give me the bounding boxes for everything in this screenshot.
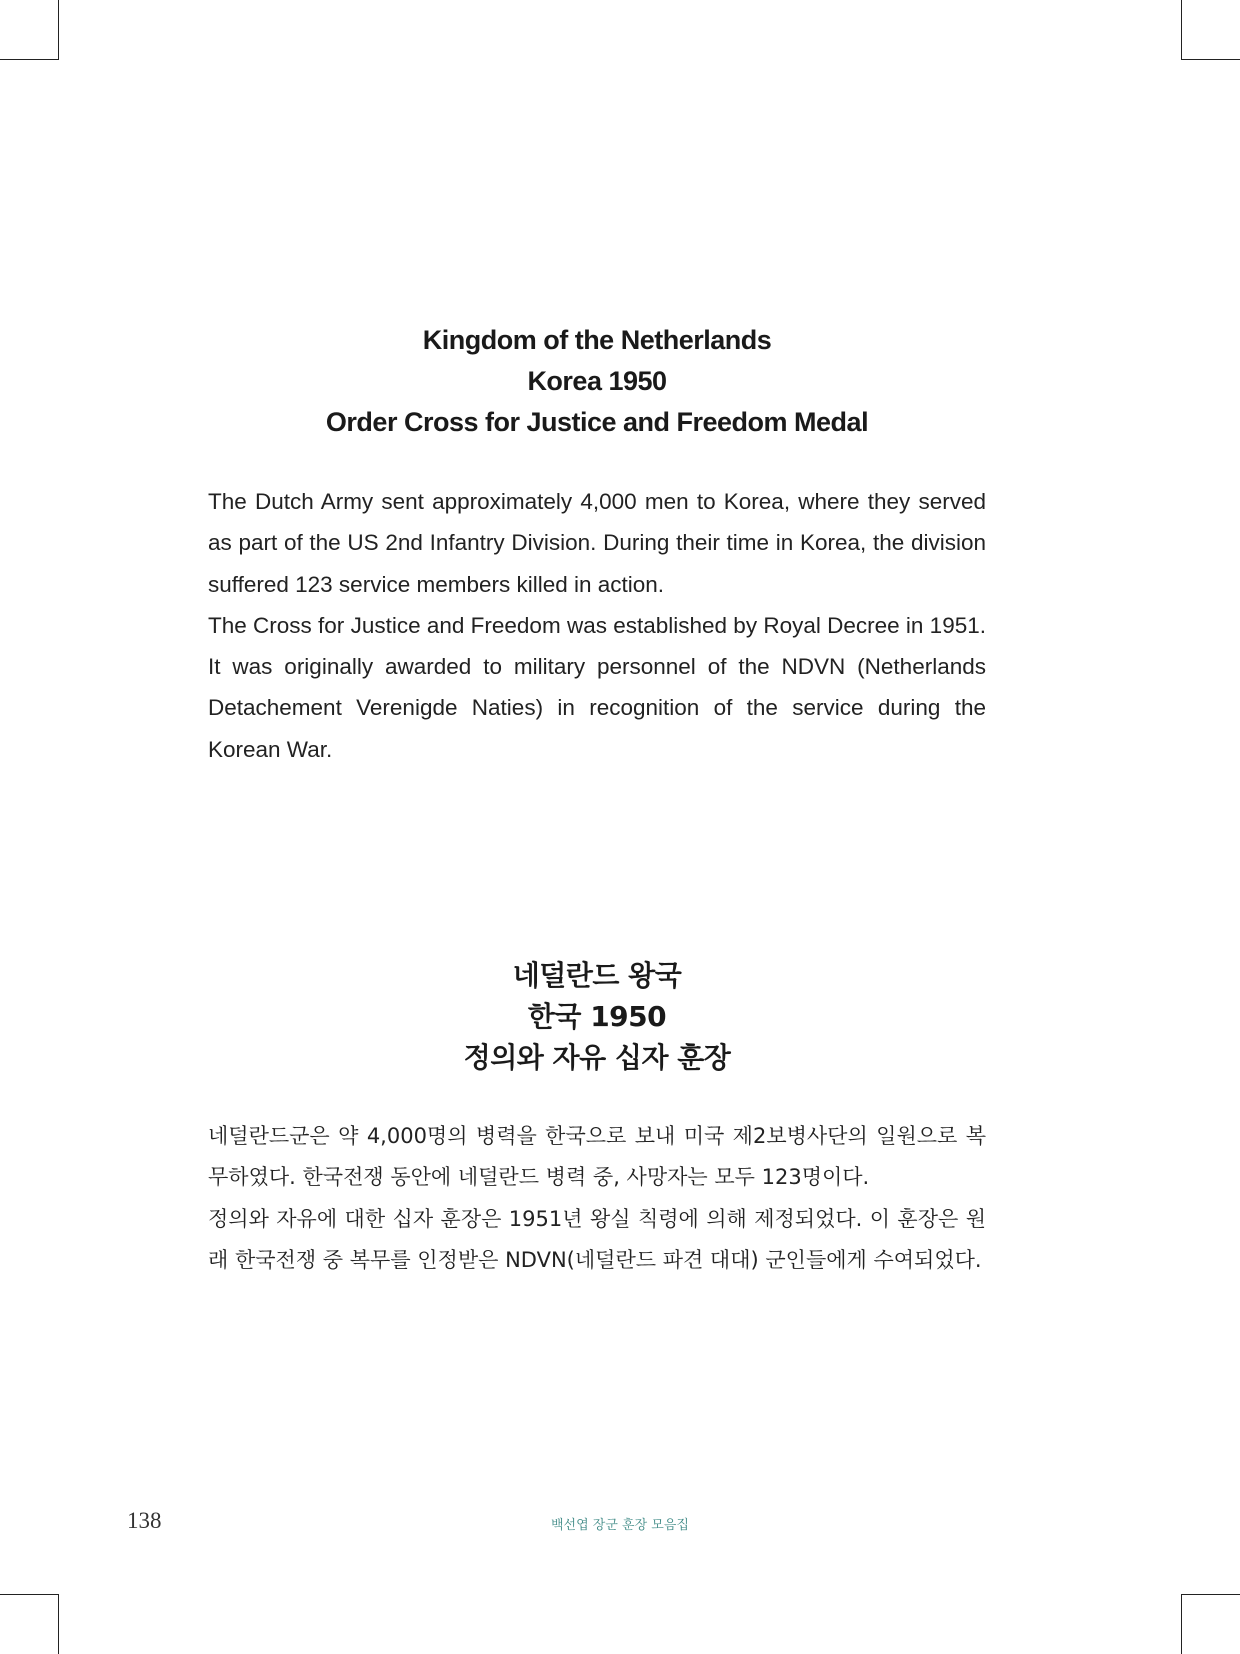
korean-title bbox=[208, 955, 986, 1078]
english-title-country: Kingdom of the Netherlands bbox=[422, 325, 772, 355]
korean-title-medal: 정의와 자유 십자 훈장 bbox=[463, 1041, 731, 1074]
english-title-medal: Order Cross for Justice and Freedom Medal bbox=[325, 407, 869, 437]
crop-mark-bottom-right-vertical bbox=[1181, 1594, 1182, 1654]
crop-mark-bottom-left-horizontal bbox=[0, 1594, 59, 1595]
korean-paragraph-cross: 정의와 자유에 대한 십자 훈장은 1951년 왕실 칙령에 의해 제정되었다. 이 훈장은 원래 한국전쟁 중 복무를 인정받은 NDVN(네덜란드 파견 대대) 군인들에게 수여되었다. bbox=[208, 1206, 986, 1272]
running-footer-book-title: 백선엽 장군 훈장 모음집 bbox=[551, 1518, 689, 1533]
crop-mark-top-left-vertical bbox=[58, 0, 59, 60]
crop-mark-bottom-left-vertical bbox=[58, 1594, 59, 1654]
english-section bbox=[208, 320, 986, 770]
english-paragraph-army: The Dutch Army sent approximately 4,000 men to Korea, where they served as part of the US 2nd Infantry Division. During their time in Korea, the division suffered 123 service members killed in action. bbox=[208, 489, 986, 597]
crop-mark-top-right-horizontal bbox=[1181, 59, 1240, 60]
crop-mark-top-right-vertical bbox=[1181, 0, 1182, 60]
korean-title-country: 네덜란드 왕국 bbox=[512, 959, 682, 992]
crop-mark-top-left-horizontal bbox=[0, 59, 59, 60]
english-paragraph-cross: The Cross for Justice and Freedom was established by Royal Decree in 1951. It was originally awarded to military personnel of the NDVN (Netherlands Detachement Verenigde Naties) in recognition of the service during the Korean War. bbox=[208, 612, 986, 762]
english-body bbox=[208, 481, 986, 770]
korean-paragraph-army: 네덜란드군은 약 4,000명의 병력을 한국으로 보내 미국 제2보병사단의 일원으로 복무하였다. 한국전쟁 동안에 네덜란드 병력 중, 사망자는 모두 123명이다. bbox=[208, 1124, 986, 1190]
korean-section bbox=[208, 955, 986, 1281]
crop-mark-bottom-right-horizontal bbox=[1181, 1594, 1240, 1595]
english-title-year: Korea 1950 bbox=[527, 366, 667, 396]
english-title bbox=[208, 320, 986, 443]
korean-title-year: 한국 1950 bbox=[527, 1000, 667, 1033]
korean-body bbox=[208, 1116, 986, 1281]
page-number: 138 bbox=[127, 1508, 162, 1533]
